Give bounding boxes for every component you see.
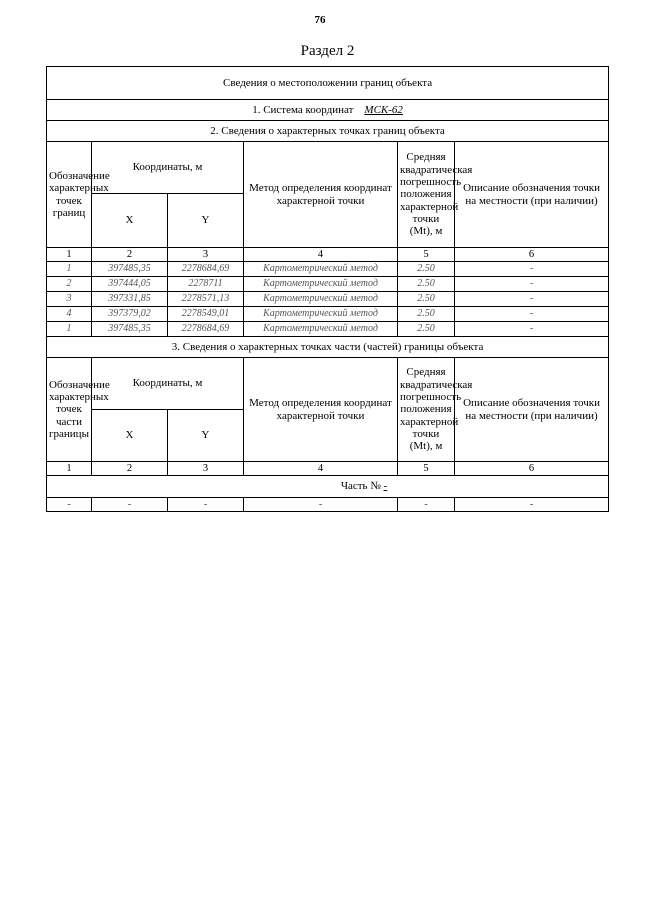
cell-description: -	[455, 322, 609, 337]
column-number: 6	[455, 248, 609, 262]
cell-y: 2278684,69	[168, 262, 244, 277]
cell-error: 2.50	[398, 262, 455, 277]
cell-x: 397444,05	[92, 277, 168, 292]
cell-method: -	[244, 498, 398, 512]
part-value: -	[383, 480, 388, 493]
cell-description: -	[455, 262, 609, 277]
table-row	[47, 322, 609, 337]
header-x: X	[92, 194, 168, 248]
column-number: 2	[92, 248, 168, 262]
cell-x: 397331,85	[92, 292, 168, 307]
cell-method: Картометрический метод	[244, 322, 398, 337]
column-number: 6	[455, 462, 609, 476]
header-coords: Координаты, м	[92, 142, 244, 194]
column-number: 5	[398, 248, 455, 262]
coord-system-row	[47, 100, 609, 121]
header-error: Средняя квадратическая погрешность положения характерной точки (Mt), м	[398, 358, 455, 462]
cell-y: 2278684,69	[168, 322, 244, 337]
cell-description: -	[455, 292, 609, 307]
header-description: Описание обозначения точки на местности (при наличии)	[455, 358, 609, 462]
coord-system-value: МСК-62	[364, 103, 403, 116]
part-label: Часть №	[340, 480, 381, 493]
header-point: Обозначение характерных точек части границы	[47, 358, 92, 462]
column-number: 1	[47, 462, 92, 476]
column-number: 5	[398, 462, 455, 476]
table-row	[47, 262, 609, 277]
header-x: X	[92, 410, 168, 462]
cell-point: -	[47, 498, 92, 512]
cell-error: 2.50	[398, 292, 455, 307]
cell-point: 1	[47, 262, 92, 277]
column-number: 3	[168, 248, 244, 262]
header-point: Обозначение характерных точек границ	[47, 142, 92, 248]
header-y: Y	[168, 194, 244, 248]
cell-point: 2	[47, 277, 92, 292]
cell-y: -	[168, 498, 244, 512]
cell-y: 2278549,01	[168, 307, 244, 322]
table-row	[47, 277, 609, 292]
cell-point: 1	[47, 322, 92, 337]
column-number: 4	[244, 248, 398, 262]
cell-error: -	[398, 498, 455, 512]
header-error: Средняя квадратическая погрешность положения характерной точки (Mt), м	[398, 142, 455, 248]
page-number: 76	[314, 14, 326, 26]
column-number: 2	[92, 462, 168, 476]
column-number: 4	[244, 462, 398, 476]
cell-x: 397485,35	[92, 322, 168, 337]
section-title: Раздел 2	[300, 43, 355, 59]
cell-x: 397485,35	[92, 262, 168, 277]
table-title: Сведения о местоположении границ объекта	[47, 67, 609, 100]
header-y: Y	[168, 410, 244, 462]
table-row	[47, 307, 609, 322]
cell-point: 4	[47, 307, 92, 322]
header-description: Описание обозначения точки на местности (при наличии)	[455, 142, 609, 248]
section2-title: 2. Сведения о характерных точках границ объекта	[47, 121, 609, 142]
header-coords: Координаты, м	[92, 358, 244, 410]
cell-error: 2.50	[398, 277, 455, 292]
table-row	[47, 292, 609, 307]
cell-error: 2.50	[398, 307, 455, 322]
cell-description: -	[455, 498, 609, 512]
cell-description: -	[455, 307, 609, 322]
header-method: Метод определения координат характерной точки	[244, 142, 398, 248]
boundary-table	[46, 66, 609, 512]
column-number: 3	[168, 462, 244, 476]
table-row	[47, 498, 609, 512]
cell-method: Картометрический метод	[244, 307, 398, 322]
cell-point: 3	[47, 292, 92, 307]
part-row	[47, 476, 609, 498]
cell-y: 2278571,13	[168, 292, 244, 307]
cell-x: -	[92, 498, 168, 512]
cell-x: 397379,02	[92, 307, 168, 322]
cell-method: Картометрический метод	[244, 277, 398, 292]
cell-method: Картометрический метод	[244, 262, 398, 277]
cell-error: 2.50	[398, 322, 455, 337]
section3-title: 3. Сведения о характерных точках части (частей) границы объекта	[47, 337, 609, 358]
cell-description: -	[455, 277, 609, 292]
header-method: Метод определения координат характерной точки	[244, 358, 398, 462]
cell-method: Картометрический метод	[244, 292, 398, 307]
column-number: 1	[47, 248, 92, 262]
cell-y: 2278711	[168, 277, 244, 292]
coord-system-label: 1. Система координат	[252, 103, 354, 116]
